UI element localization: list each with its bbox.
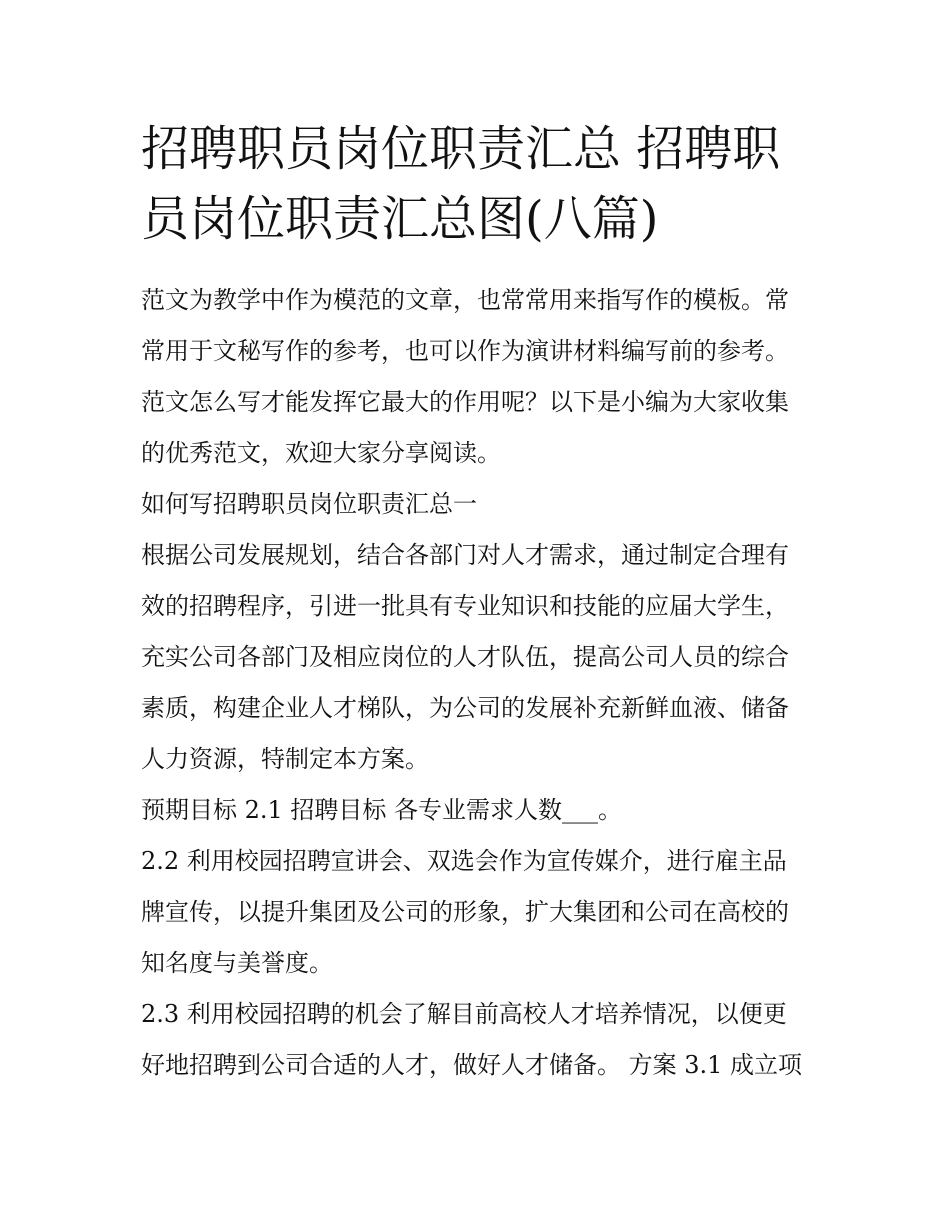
text-line: 2.3 利用校园招聘的机会了解目前高校人才培养情况，以便更 — [141, 1000, 787, 1028]
text-line: 2.2 利用校园招聘宣讲会、双选会作为宣传媒介，进行雇主品 — [141, 847, 787, 875]
text-line: 的优秀范文，欢迎大家分享阅读。 — [141, 439, 501, 467]
text-line: 根据公司发展规划，结合各部门对人才需求，通过制定合理有 — [141, 541, 789, 569]
section-heading — [141, 479, 821, 530]
branding-paragraph — [141, 836, 821, 989]
text-line: 预期目标 2.1 招聘目标 各专业需求人数___。 — [141, 796, 623, 824]
intro-paragraph — [141, 275, 821, 479]
text-line: 知名度与美誉度。 — [141, 949, 333, 977]
text-line: 人力资源，特制定本方案。 — [141, 745, 429, 773]
text-line: 充实公司各部门及相应岗位的人才队伍，提高公司人员的综合 — [141, 643, 789, 671]
document-body — [141, 275, 821, 1091]
text-line: 常用于文秘写作的参考，也可以作为演讲材料编写前的参考。 — [141, 337, 789, 365]
talent-paragraph — [141, 989, 821, 1091]
text-line: 范文为教学中作为模范的文章，也常常用来指写作的模板。常 — [141, 286, 789, 314]
text-line: 范文怎么写才能发挥它最大的作用呢？以下是小编为大家收集 — [141, 388, 789, 416]
document-title — [141, 114, 821, 254]
text-line: 效的招聘程序，引进一批具有专业知识和技能的应届大学生， — [141, 592, 789, 620]
text-line: 牌宣传，以提升集团及公司的形象，扩大集团和公司在高校的 — [141, 898, 789, 926]
text-line: 如何写招聘职员岗位职责汇总一 — [141, 490, 477, 518]
title-line: 招聘职员岗位职责汇总 招聘职 — [141, 121, 781, 177]
purpose-paragraph — [141, 530, 821, 785]
text-line: 好地招聘到公司合适的人才，做好人才储备。 方案 3.1 成立项 — [141, 1051, 803, 1079]
goal-paragraph — [141, 785, 821, 836]
text-line: 素质，构建企业人才梯队，为公司的发展补充新鲜血液、储备 — [141, 694, 789, 722]
title-line: 员岗位职责汇总图(八篇) — [141, 191, 659, 247]
